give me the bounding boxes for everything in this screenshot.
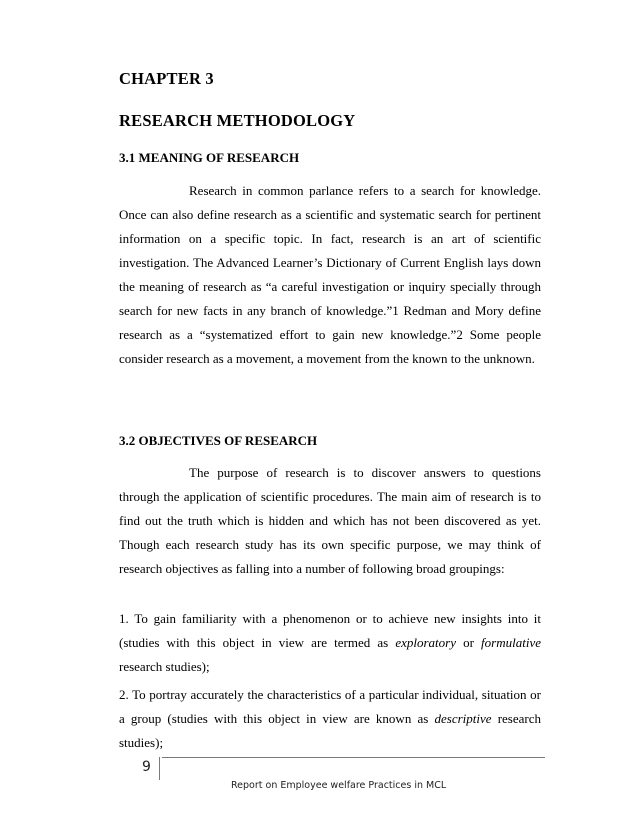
footer-rule (162, 757, 545, 758)
italic-term-descriptive: descriptive (434, 711, 492, 726)
italic-term-exploratory: exploratory (395, 635, 456, 650)
section-heading-meaning: 3.1 MEANING OF RESEARCH (119, 150, 300, 165)
list-item-descriptive (119, 683, 541, 755)
list-item-text: 1. To gain familiarity with a phenomenon or to achieve new insights into it (studies with this object in view are termed as (119, 611, 541, 650)
list-item-text: 2. To portray accurately the characteristics of a particular individual, situation or a group (studies with this object in view are known as (119, 687, 541, 726)
chapter-title: RESEARCH METHODOLOGY (119, 111, 356, 130)
footer-divider (159, 757, 160, 780)
list-item-text: research studies); (119, 659, 210, 674)
list-item-text: or (455, 635, 482, 650)
page-number: 9 (142, 759, 151, 775)
footer-text: Report on Employee welfare Practices in MCL (231, 780, 447, 791)
section-heading-objectives: 3.2 OBJECTIVES OF RESEARCH (119, 433, 318, 448)
paragraph-objectives: The purpose of research is to discover answers to questions through the application of scientific procedures. The main aim of research is to find out the truth which is hidden and which has not been discovered as yet. Though each research study has its own specific purpose, we may think of research objectives as falling into a number of following broad groupings: (119, 465, 541, 576)
italic-term-formulative: formulative (481, 635, 541, 650)
list-item-text: research studies); (119, 711, 541, 750)
chapter-label: CHAPTER 3 (119, 69, 214, 88)
paragraph-meaning: Research in common parlance refers to a search for knowledge. Once can also define research as a scientific and systematic search for pertinent information on a specific topic. In fact, research is an art of scientific investigation. The Advanced Learner’s Dictionary of Current English lays down the meaning of research as “a careful investigation or inquiry specially through search for new facts in any branch of knowledge.”1 Redman and Mory define research as a “systematized effort to gain new knowledge.”2 Some people consider research as a movement, a movement from the known to the unknown. (119, 183, 541, 366)
list-item-exploratory (119, 607, 541, 679)
